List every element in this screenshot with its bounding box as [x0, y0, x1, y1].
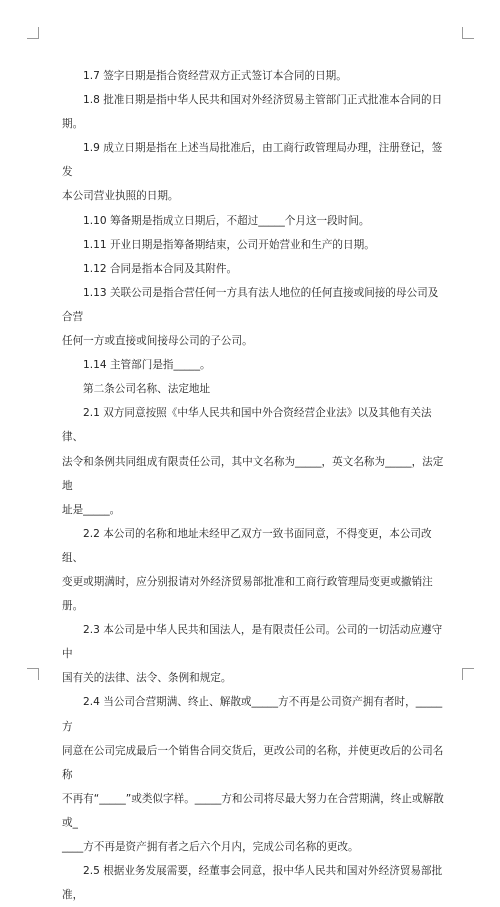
text-line: 2.1 双方同意按照《中华人民共和国中外合资经营企业法》以及其他有关法律、 [62, 407, 432, 444]
text-line: 法令和条例共同组成有限责任公司，其中文名称为_____，英文名称为_____，法定地 [62, 455, 444, 492]
text-line: 1.10 筹备期是指成立日期后，不超过_____个月这一段时间。 [83, 214, 370, 227]
text-line: 同意在公司完成最后一个销售合同交货后，更改公司的名称，并使更改后的公司名称 [62, 744, 444, 781]
crop-mark-bottom-right [462, 668, 474, 680]
text-line: 址是_____。 [62, 503, 121, 516]
text-line: 本公司营业执照的日期。 [62, 190, 179, 203]
text-line: 1.8 批准日期是指中华人民共和国对外经济贸易主管部门正式批准本合同的日期。 [62, 94, 443, 131]
text-line: 1.11 开业日期是指筹备期结束，公司开始营业和生产的日期。 [83, 238, 375, 251]
text-line: 2.3 本公司是中华人民共和国法人，是有限责任公司。公司的一切活动应遵守中 [62, 624, 443, 661]
crop-mark-top-left [27, 27, 39, 39]
crop-mark-top-right [462, 27, 474, 39]
text-line: 任何一方或直接或间接母公司的子公司。 [62, 335, 253, 348]
text-line: 1.7 签字日期是指合资经营双方正式签订本合同的日期。 [83, 70, 347, 82]
text-line: 2.5 根据业务发展需要，经董事会同意，报中华人民共和国对外经济贸易部批准， [62, 865, 443, 902]
text-line: 1.9 成立日期是指在上述当局批准后，由工商行政管理局办理，注册登记，签发 [62, 142, 443, 179]
text-line: 1.14 主管部门是指_____。 [83, 359, 211, 372]
text-line: 不再有“_____”或类似字样。_____方和公司将尽最大努力在合营期满，终止或解散或_ [62, 792, 444, 829]
crop-mark-bottom-left [27, 668, 39, 680]
text-line: 2.4 当公司合营期满、终止、解散或_____方不再是公司资产拥有者时，_____方 [62, 696, 443, 733]
section-heading: 第二条公司名称、法定地址 [83, 383, 211, 396]
text-line: 1.13 关联公司是指合营任何一方具有法人地位的任何直接或间接的母公司及合营 [62, 286, 439, 323]
text-line: 1.12 合同是指本合同及其附件。 [83, 262, 238, 275]
text-line: 2.2 本公司的名称和地址未经甲乙双方一致书面同意，不得变更，本公司改组、 [62, 527, 432, 564]
document-body [62, 64, 448, 907]
text-line: 国有关的法律、法令、条例和规定。 [62, 672, 232, 685]
text-line: ____方不再是资产拥有者之后六个月内，完成公司名称的更改。 [62, 841, 359, 853]
text-line: 变更或期满时，应分别报请对外经济贸易部批准和工商行政管理局变更或撤销注册。 [62, 575, 433, 613]
